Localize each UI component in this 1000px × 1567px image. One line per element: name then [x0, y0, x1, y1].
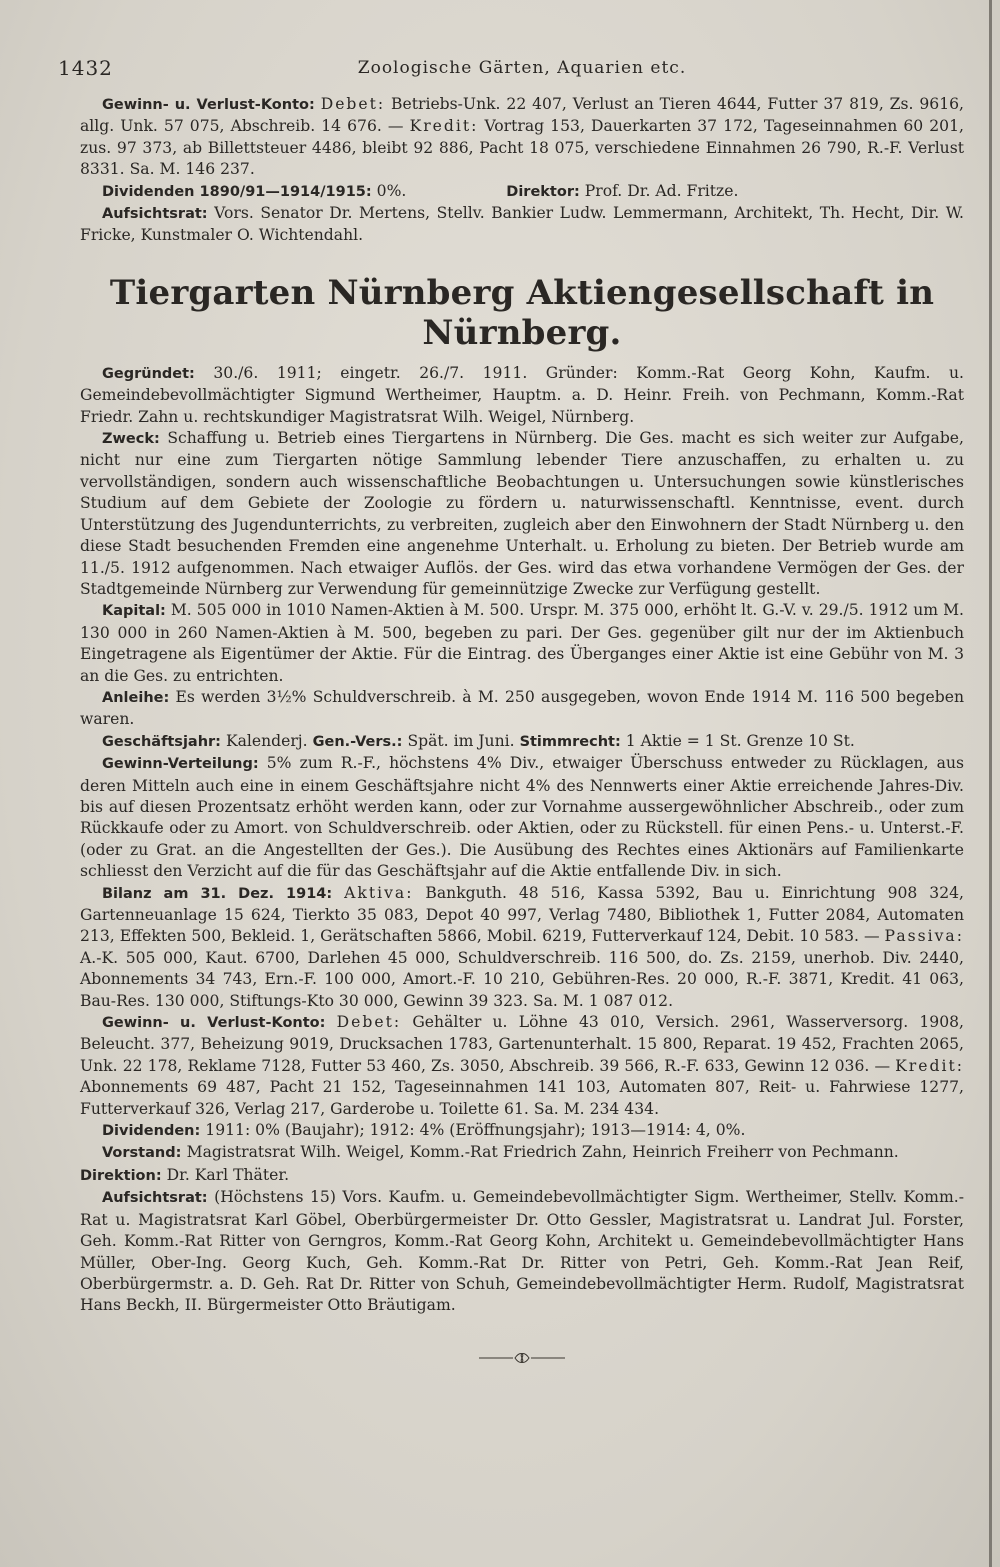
entry-text: Kalenderj. [225, 731, 308, 750]
entry-text: Magistratsrat Wilh. Weigel, Komm.-Rat Friedrich Zahn, Heinrich Freiherr von Pechmann. [186, 1143, 899, 1162]
prev-gewinn-kredit-label: Kredit: [409, 117, 479, 136]
entry-text-aktiva: Bankguth. 48 516, Kassa 5392, Bau u. Einrichtung 908 324, Gartenneuanlage 15 624, Tierkto 35 083, Depot 40 997, Verlag 7480, Bibliothek 1, Futter 2084, Automaten 213, Effekten 500, Bekleid. 1, Gerätschaften 5866, Mobil. 6219, Futterverkauf 124, Debit. 10 583. — [80, 883, 964, 946]
entry-text: 5% zum R.-F., höchstens 4% Div., etwaiger Überschuss entweder zu Rücklagen, aus deren Mitteln auch eine in einem Geschäftsjahre nicht 4% des Nennwerts einer Aktie erreichende Jahres-Div. bis auf diesen Prozentsatz erhöht werden kann, oder zur Vornahme aussergewöhnlicher Abschreib., oder zum Rückkaufe oder zu Amort. von Schuldverschreib. oder Aktien, oder zu Rückstell. für einen Pens.- u. Unterst.-F. (oder zu Grat. an die Angestellten der Ges.). Die Ausübung des Rechtes eines Aktionärs auf Familienkarte schliesst den Verzicht auf die für das Geschäftsjahr auf die Aktie entfallende Div. in sich. [80, 754, 964, 881]
entry-dividenden [80, 1120, 964, 1142]
entry-text: 30./6. 1911; eingetr. 26./7. 1911. Gründer: Komm.-Rat Georg Kohn, Kaufm. u. Gemeindebevollmächtigter Sigmund Wertheimer, Hauptm. a. D. Heinr. Freih. von Pechmann, Komm.-Rat Friedr. Zahn u. rechtskundiger Magistratsrat Wilh. Weigel, Nürnberg. [80, 363, 964, 426]
entry-vorstand [80, 1142, 964, 1187]
entry-key-gen-vers: Gen.-Vers.: [312, 733, 403, 750]
entry-key: Gewinn- u. Verlust-Konto: [102, 1015, 326, 1032]
entry-text: M. 505 000 in 1010 Namen-Aktien à M. 500. Urspr. M. 375 000, erhöht lt. G.-V. v. 29./5. 1912 um M. 130 000 in 260 Namen-Aktien à M. 500, begeben zu pari. Der Ges. gegenüber gilt nur der im Aktienbuch Eingetragene als Eigentümer der Aktie. Für die Eintrag. des Überganges einer Aktie ist eine Gebühr von M. 3 an die Ges. zu entrichten. [80, 601, 964, 685]
prev-direktor-key: Direktor: [506, 183, 580, 200]
entry-bilanz [80, 883, 964, 1012]
entry-geschaeftsjahr [80, 731, 964, 753]
page-edge [989, 0, 992, 1567]
entry-kapital [80, 600, 964, 687]
page-number: 1432 [58, 56, 113, 80]
entry-label-debet: Debet: [336, 1013, 402, 1032]
entry-key: Bilanz am 31. Dez. 1914: [102, 885, 333, 902]
entry-text: Es werden 3½% Schuldverschreib. à M. 250 ausgegeben, wovon Ende 1914 M. 116 500 begeben waren. [80, 687, 964, 729]
entry-key-direktion: Direktion: [80, 1167, 162, 1184]
entry-gewinn-verteilung [80, 753, 964, 882]
entry-key-stimmrecht: Stimmrecht: [519, 733, 621, 750]
prev-gewinn-kredit-text: Vortrag 153, Dauerkarten 37 172, Tageseinnahmen 60 201, zus. 97 373, ab Billettsteuer 4486, bleibt 92 886, Pacht 18 075, verschiedene Einnahmen 26 790, R.-F. Verlust 8331. Sa. M. 146 237. [80, 117, 964, 179]
entry-text-passiva: A.-K. 505 000, Kaut. 6700, Darlehen 45 000, Schuldverschreib. 116 500, do. Zs. 2159, unerhob. Div. 2440, Abonnements 34 743, Ern.-F. 100 000, Amort.-F. 10 210, Gebühren-Res. 20 000, R.-F. 3871, Kredit. 41 063, Bau-Res. 130 000, Stiftungs-Kto 30 000, Gewinn 39 323. Sa. M. 1 087 012. [80, 948, 964, 1010]
page-header [58, 48, 964, 94]
entry-gewinn-verlust [80, 1012, 964, 1120]
prev-gewinn-debet-text: Betriebs-Unk. 22 407, Verlust an Tieren 4644, Futter 37 819, Zs. 9616, allg. Unk. 57 075, Abschreib. 14 676. — [80, 95, 964, 136]
prev-gewinn-debet-label: Debet: [320, 95, 386, 113]
prev-gewinn-entry [80, 94, 964, 181]
entry-key: Aufsichtsrat: [102, 1190, 208, 1207]
running-head: Zoologische Gärten, Aquarien etc. [357, 58, 687, 78]
entry-anleihe [80, 687, 964, 731]
entry-aufsichtsrat [80, 1187, 964, 1316]
entry-key: Zweck: [102, 431, 160, 448]
entry-text-kredit: Abonnements 69 487, Pacht 21 152, Tageseinnahmen 141 103, Automaten 807, Reit- u. Fahrwiese 1277, Futterverkauf 326, Verlag 217, Garderobe u. Toilette 61. Sa. M. 234 434. [80, 1078, 964, 1118]
entry-text-gen-vers: Spät. im Juni. [407, 731, 515, 750]
entry-label-passiva: Passiva: [884, 927, 964, 946]
entry-key: Vorstand: [102, 1145, 182, 1162]
entry-key: Dividenden: [102, 1123, 201, 1140]
prev-aufsichtsrat-entry [80, 203, 964, 247]
prev-dividenden-text: 0%. [376, 181, 407, 200]
entry-key: Geschäftsjahr: [102, 733, 221, 750]
entry-text-debet: Gehälter u. Löhne 43 010, Versich. 2961, Wasserversorg. 1908, Beleucht. 377, Beheizung 9019, Drucksachen 1783, Gartenunterhalt. 15 800, Reparat. 19 452, Frachten 2065, Unk. 22 178, Reklame 7128, Futter 53 460, Zs. 3050, Abschreib. 39 566, R.-F. 633, Gewinn 12 036. — [80, 1013, 965, 1075]
prev-aufsichtsrat-key: Aufsichtsrat: [102, 206, 208, 223]
entry-text: 1911: 0% (Baujahr); 1912: 4% (Eröffnungsjahr); 1913—1914: 4, 0%. [205, 1121, 746, 1140]
entry-key: Gewinn-Verteilung: [102, 756, 259, 773]
entry-gegruendet [80, 363, 964, 428]
entry-key: Anleihe: [102, 689, 170, 706]
prev-gewinn-key: Gewinn- u. Verlust-Konto: [102, 97, 315, 113]
ornament-icon [477, 1351, 567, 1365]
prev-dividenden-key: Dividenden 1890/91—1914/1915: [102, 183, 372, 200]
entry-text-direktion: Dr. Karl Thäter. [166, 1165, 290, 1184]
entry-text: (Höchstens 15) Vors. Kaufm. u. Gemeindebevollmächtigter Sigm. Wertheimer, Stellv. Komm.-Rat u. Magistratsrat Karl Göbel, Oberbürgermeister Dr. Otto Gessler, Magistratsrat u. Landrat Jul. Forster, Geh. Komm.-Rat Ritter von Gerngros, Komm.-Rat Georg Kohn, Architekt u. Gemeindebevollmächtigter Hans Müller, Ober-Ing. Georg Kuch, Geh. Komm.-Rat Dr. Ritter von Petri, Geh. Komm.-Rat Jean Reif, Oberbürgermstr. a. D. Geh. Rat Dr. Ritter von Schuh, Gemeindebevollmächtigter Herm. Rudolf, Magistratsrat Hans Beckh, II. Bürgermeister Otto Bräutigam. [80, 1188, 964, 1315]
entry-key: Kapital: [102, 603, 166, 620]
entry-text-stimmrecht: 1 Aktie = 1 St. Grenze 10 St. [625, 731, 855, 750]
entry-label-kredit: Kredit: [895, 1056, 964, 1075]
company-section [80, 363, 964, 1317]
entry-text: Schaffung u. Betrieb eines Tiergartens in Nürnberg. Die Ges. macht es sich weiter zur Aufgabe, nicht nur eine zum Tiergarten nötige Sammlung lebender Tiere anzuschaffen, zu erhalten u. zu vervollständigen, sondern auch wissenschaftliche Beobachtungen u. Untersuchungen sowie künstlerisches Studium auf dem Gebiete der Zoologie zu fördern u. naturwissenschaftl. Kenntnisse, event. durch Unterstützung des Jugendunterrichts, zu verbreiten, zugleich aber den Einwohnern der Stadt Nürnberg u. den diese Stadt besuchenden Fremden eine angenehme Unterhalt. u. Erholung zu bieten. Der Betrieb wurde am 11./5. 1912 aufgenommen. Nach etwaiger Auflös. der Ges. wird das etwa vorhandene Vermögen der Ges. der Stadtgemeinde Nürnberg zur Verwendung für gemeinnützige Zwecke zur Verfügung gestellt. [80, 429, 964, 598]
prev-aufsichtsrat-text: Vors. Senator Dr. Mertens, Stellv. Bankier Ludw. Lemmermann, Architekt, Th. Hecht, Dir. W. Fricke, Kunstmaler O. Wichtendahl. [80, 204, 964, 245]
company-title: Tiergarten Nürnberg Aktiengesellschaft in Nürnberg. [109, 272, 935, 353]
entry-zweck [80, 428, 964, 600]
ornament-divider [477, 1351, 567, 1369]
prev-direktor-text: Prof. Dr. Ad. Fritze. [584, 181, 739, 200]
entry-label-aktiva: Aktiva: [344, 883, 414, 902]
previous-company-section [80, 94, 964, 247]
prev-dividenden-entry [80, 181, 964, 203]
entry-key: Gegründet: [102, 365, 195, 382]
